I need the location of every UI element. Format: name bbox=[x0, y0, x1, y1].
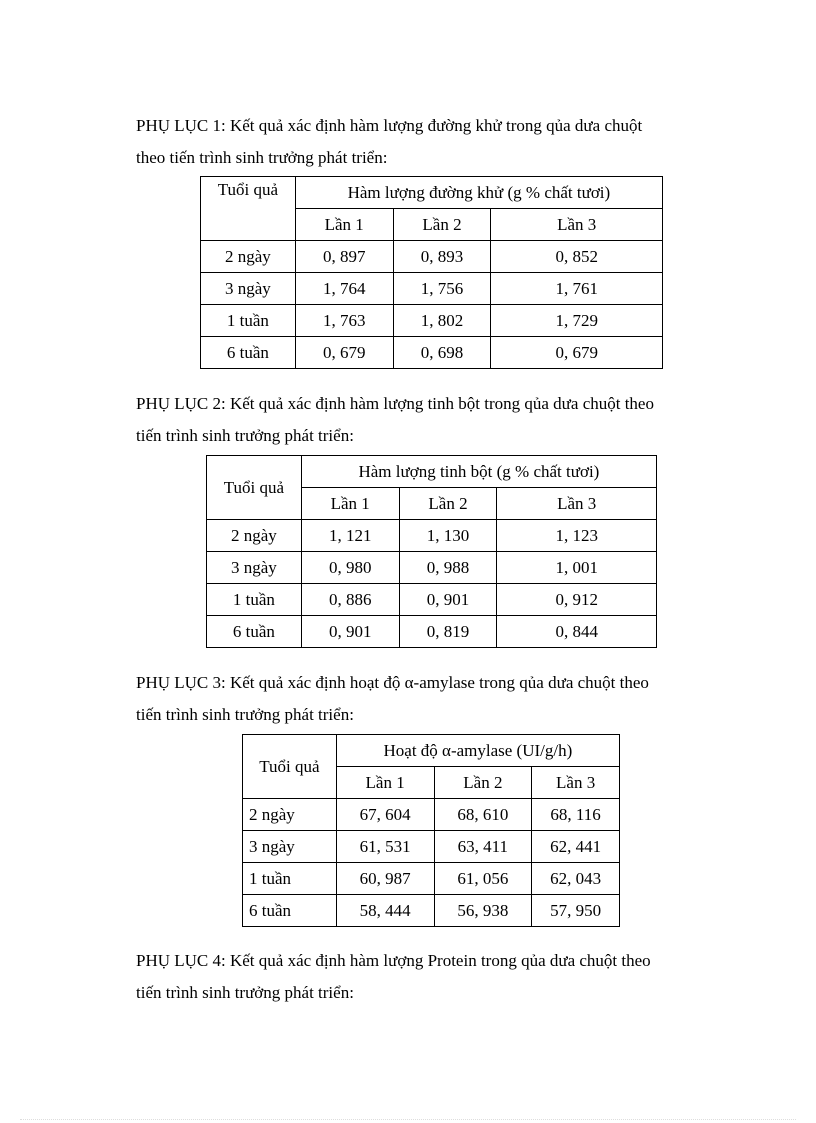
table-cell: 0, 886 bbox=[301, 584, 399, 616]
appendix-1-heading-line1: PHỤ LỤC 1: Kết quả xác định hàm lượng đường khử trong qủa dưa chuột bbox=[136, 116, 643, 135]
table-cell: 0, 679 bbox=[295, 337, 393, 369]
table-cell: 0, 819 bbox=[399, 616, 497, 648]
row-label: 3 ngày bbox=[201, 273, 296, 305]
row-label: 2 ngày bbox=[243, 799, 337, 831]
appendix-2-heading-line2: tiến trình sinh trưởng phát triển: bbox=[136, 426, 354, 445]
table-row bbox=[207, 552, 657, 584]
table-cell: 1, 130 bbox=[399, 520, 497, 552]
appendix-1-heading bbox=[136, 110, 727, 174]
row-label: 1 tuần bbox=[243, 863, 337, 895]
table-cell: 0, 893 bbox=[393, 241, 491, 273]
table-row bbox=[243, 863, 620, 895]
appendix-1-heading-line2: theo tiến trình sinh trưởng phát triển: bbox=[136, 148, 388, 167]
column-header: Lần 1 bbox=[301, 488, 399, 520]
table-cell: 1, 123 bbox=[497, 520, 657, 552]
appendix-2-table bbox=[206, 455, 657, 648]
table-cell: 61, 531 bbox=[336, 831, 434, 863]
row-label: 1 tuần bbox=[201, 305, 296, 337]
table-row bbox=[243, 799, 620, 831]
row-label: 6 tuần bbox=[201, 337, 296, 369]
table-row bbox=[201, 305, 663, 337]
table-cell: 1, 729 bbox=[491, 305, 663, 337]
table-cell: 58, 444 bbox=[336, 895, 434, 927]
table-corner-header: Tuổi quả bbox=[201, 177, 296, 241]
table-cell: 56, 938 bbox=[434, 895, 532, 927]
table-cell: 1, 121 bbox=[301, 520, 399, 552]
column-header: Lần 2 bbox=[393, 209, 491, 241]
appendix-1-table bbox=[200, 176, 663, 369]
table-cell: 0, 901 bbox=[301, 616, 399, 648]
table-cell: 1, 763 bbox=[295, 305, 393, 337]
column-header: Lần 3 bbox=[491, 209, 663, 241]
row-label: 2 ngày bbox=[207, 520, 302, 552]
table-row bbox=[207, 584, 657, 616]
column-header: Lần 1 bbox=[336, 767, 434, 799]
table-corner-header: Tuổi quả bbox=[243, 735, 337, 799]
row-label: 6 tuần bbox=[243, 895, 337, 927]
table-cell: 0, 897 bbox=[295, 241, 393, 273]
table-group-header: Hoạt độ α-amylase (UI/g/h) bbox=[336, 735, 619, 767]
appendix-3-heading bbox=[136, 667, 727, 731]
row-label: 1 tuần bbox=[207, 584, 302, 616]
column-header: Lần 2 bbox=[434, 767, 532, 799]
table-cell: 0, 912 bbox=[497, 584, 657, 616]
table-row bbox=[243, 831, 620, 863]
column-header: Lần 1 bbox=[295, 209, 393, 241]
appendix-4-heading bbox=[136, 945, 727, 1009]
table-row bbox=[207, 520, 657, 552]
appendix-3-table bbox=[242, 734, 620, 927]
table-cell: 0, 844 bbox=[497, 616, 657, 648]
table-row bbox=[243, 895, 620, 927]
table-group-header: Hàm lượng đường khử (g % chất tươi) bbox=[295, 177, 662, 209]
table-cell: 62, 441 bbox=[532, 831, 620, 863]
table-row bbox=[207, 616, 657, 648]
appendix-3-heading-line2: tiến trình sinh trưởng phát triển: bbox=[136, 705, 354, 724]
appendix-2-heading bbox=[136, 388, 727, 452]
table-cell: 1, 756 bbox=[393, 273, 491, 305]
column-header: Lần 3 bbox=[532, 767, 620, 799]
table-cell: 0, 679 bbox=[491, 337, 663, 369]
table-cell: 0, 901 bbox=[399, 584, 497, 616]
appendix-2-heading-line1: PHỤ LỤC 2: Kết quả xác định hàm lượng tinh bột trong qủa dưa chuột theo bbox=[136, 394, 654, 413]
table-cell: 0, 980 bbox=[301, 552, 399, 584]
table-corner-header: Tuổi quả bbox=[207, 456, 302, 520]
page-bottom-rule bbox=[20, 1119, 796, 1120]
table-group-header: Hàm lượng tinh bột (g % chất tươi) bbox=[301, 456, 656, 488]
appendix-4-heading-line2: tiến trình sinh trưởng phát triển: bbox=[136, 983, 354, 1002]
column-header: Lần 2 bbox=[399, 488, 497, 520]
row-label: 6 tuần bbox=[207, 616, 302, 648]
table-cell: 67, 604 bbox=[336, 799, 434, 831]
row-label: 3 ngày bbox=[243, 831, 337, 863]
row-label: 3 ngày bbox=[207, 552, 302, 584]
table-row bbox=[201, 273, 663, 305]
table-cell: 57, 950 bbox=[532, 895, 620, 927]
table-cell: 61, 056 bbox=[434, 863, 532, 895]
table-cell: 62, 043 bbox=[532, 863, 620, 895]
table-cell: 0, 988 bbox=[399, 552, 497, 584]
table-row bbox=[201, 241, 663, 273]
column-header: Lần 3 bbox=[497, 488, 657, 520]
appendix-4-heading-line1: PHỤ LỤC 4: Kết quả xác định hàm lượng Protein trong qủa dưa chuột theo bbox=[136, 951, 651, 970]
table-cell: 68, 116 bbox=[532, 799, 620, 831]
table-cell: 68, 610 bbox=[434, 799, 532, 831]
table-cell: 0, 852 bbox=[491, 241, 663, 273]
table-row bbox=[201, 337, 663, 369]
table-cell: 63, 411 bbox=[434, 831, 532, 863]
table-cell: 1, 764 bbox=[295, 273, 393, 305]
table-cell: 1, 761 bbox=[491, 273, 663, 305]
appendix-3-heading-line1: PHỤ LỤC 3: Kết quả xác định hoạt độ α-amylase trong qủa dưa chuột theo bbox=[136, 673, 649, 692]
table-cell: 0, 698 bbox=[393, 337, 491, 369]
table-cell: 1, 802 bbox=[393, 305, 491, 337]
table-cell: 1, 001 bbox=[497, 552, 657, 584]
row-label: 2 ngày bbox=[201, 241, 296, 273]
table-cell: 60, 987 bbox=[336, 863, 434, 895]
